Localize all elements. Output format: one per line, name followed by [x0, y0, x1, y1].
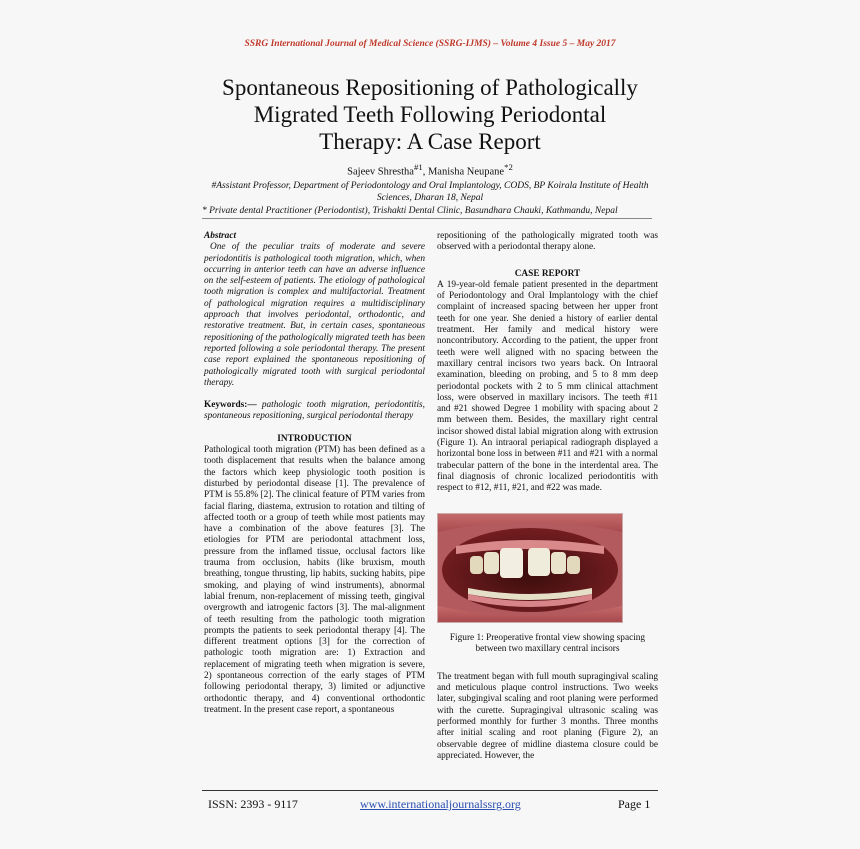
affiliation-2: * Private dental Practitioner (Periodontist), Trishakti Dental Clinic, Basundhara Chauki, Kathmandu, Nepal [202, 206, 652, 219]
issn-label: ISSN: 2393 - 9117 [208, 797, 298, 811]
case-report-heading: CASE REPORT [514, 268, 581, 279]
left-column [204, 231, 425, 716]
author-1: Sajeev Shrestha [347, 166, 414, 178]
figure-1-photo [437, 513, 623, 623]
treatment-text: The treatment began with full mouth supragingival scaling and meticulous plaque control instructions. Two weeks later, subgingival scaling and root planing were performed with the curette. Supragingival ultrasonic scaling was performed monthly for further 3 months. Three months after initial scaling and root planing (Figure 2), an observable degree of midline diastema closure could be appreciated. However, the [437, 671, 658, 761]
affiliation-1: #Assistant Professor, Department of Periodontology and Oral Implantology, CODS, BP Koirala Institute of Health Sciences, Dharan 18, Nepal [211, 181, 649, 203]
keywords: Keywords:— pathologic tooth migration, periodontitis, spontaneous repositioning, surgical periodontal therapy [204, 400, 425, 422]
abstract-heading: Abstract [204, 231, 237, 241]
journal-header: SSRG International Journal of Medical Science (SSRG-IJMS) – Volume 4 Issue 5 – May 2017 [244, 39, 616, 49]
author-list: Sajeev Shrestha$^{\#1}$, Manisha Neupane$^{*2}$ [347, 162, 513, 178]
page-number: Page 1 [618, 797, 651, 811]
journal-website-link[interactable]: www.internationaljournalssrg.org [360, 797, 521, 811]
introduction-heading: INTRODUCTION [277, 433, 352, 444]
page-footer [202, 790, 658, 811]
figure-1-caption: Figure 1: Preoperative frontal view showing spacing between two maxillary central incisors [449, 632, 646, 655]
introduction-text: Pathological tooth migration (PTM) has been defined as a tooth displacement that results when the balance among the factors which keep physiologic tooth position is disturbed by periodontal disease [1]. The prevalence of PTM is 55.8% [2]. The clinical feature of PTM varies from facial flaring, diastema, extrusion to rotation and tilting of affected tooth or a group of teeth while most patients may have a combination of the above features [3]. The etiologies for PTM are periodontal attachment loss, pressure from the inflamed tissue, occlusal factors like trauma from occlusion, habits (like bruxism, mouth breathing, tongue thrusting, lip habits, sucking habits, pipe smoking, and playing of wind instruments), abnormal labial frenum, non-replacement of missing teeth, gingival overgrowth and iatrogenic factors [3]. The mal-alignment of teeth resulting from the pathologic tooth migration prompts the patients to seek periodontal therapy [4]. The different treatment options [3] for the correction of pathologic tooth migration are: 1) Extraction and replacement of migrating teeth when migration is severe, 2) spontaneous correction of the early stages of PTM following periodontal therapy, 3) limited or adjunctive orthodontic therapy, and 4) conventional orthodontic treatment. In the present case report, a spontaneous [204, 445, 425, 715]
case-report-text: A 19-year-old female patient presented in the department of Periodontology and Oral Implantology with the chief complaint of increased spacing between her upper front teeth for one year. She denied a history of earlier dental treatment. Her family and medical history were noncontributory. According to the patient, the upper front teeth were well aligned with no spacing between the maxillary central incisors two years back. On Intraoral examination, bleeding on probing, and 5 to 8 mm deep periodontal pockets with 2 to 5 mm clinical attachment loss, were observed in maxillary incisors. The teeth #11 and #21 showed Degree 1 mobility with spacing about 2 mm between them. Besides, the maxillary right central incisor showed distal labial migration along with extrusion (Figure 1). An intraoral periapical radiograph displayed a horizontal bone loss in between #11 and #21 with a normal trabecular pattern of the bone in the interdental area. The final diagnosis of chronic localized periodontitis with respect to #12, #11, #21, and #22 was made. [437, 279, 658, 494]
abstract-text: One of the peculiar traits of moderate and severe periodontitis is pathological tooth migration, which, when occurring in anterior teeth can have an adverse influence on the self-esteem of patients. The etiology of pathological tooth migration is complex and multifactorial. Treatment of pathological migration requires a multidisciplinary approach that involves periodontal, orthodontic, and restorative treatment. But, in certain cases, spontaneous repositioning of the pathologically migrated teeth has been reported following a sole periodontal therapy. The present case report explained the spontaneous repositioning of pathologically migrated tooth with surgical periodontal therapy. [204, 242, 425, 388]
continuation-text: repositioning of the pathologically migrated tooth was observed with a periodontal therapy alone. [437, 231, 658, 253]
paper-title: Spontaneous Repositioning of Pathologically Migrated Teeth Following Periodontal Therapy: A Case Report [222, 75, 638, 154]
author-2: Manisha Neupane [427, 166, 505, 178]
right-column [437, 231, 658, 762]
